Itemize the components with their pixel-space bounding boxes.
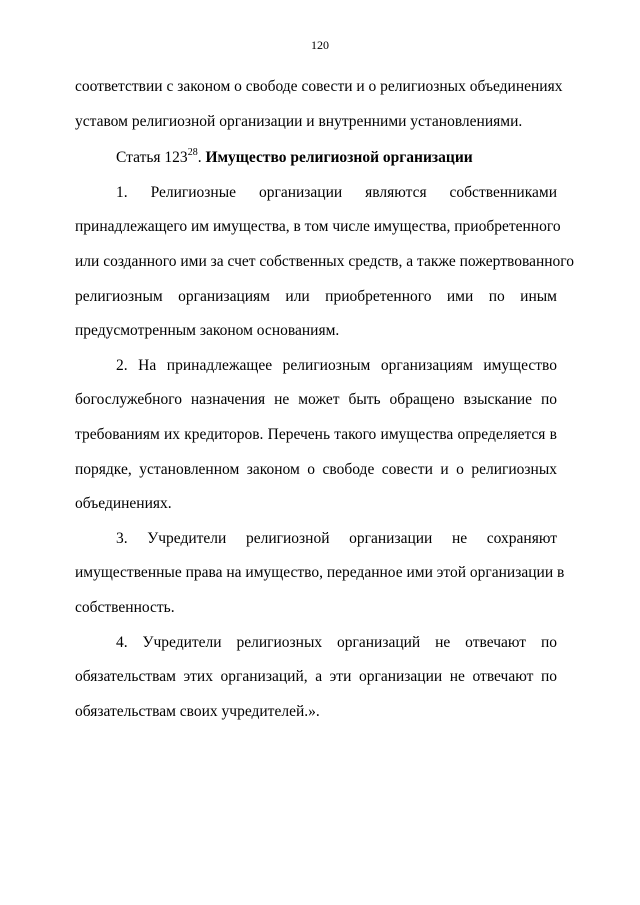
article-heading (75, 141, 557, 176)
article-superscript: 28 (187, 147, 198, 159)
paragraph-line: 4. Учредители религиозных организаций не отвечают по (116, 633, 557, 651)
article-separator: . (197, 149, 202, 167)
paragraph-line: 3. Учредители религиозной организации не сохраняют (116, 529, 557, 547)
paragraph-2 (75, 349, 557, 522)
paragraph-line: религиозным организациям или приобретенного ими по иным (75, 287, 557, 305)
paragraph-1 (75, 176, 575, 349)
paragraph-line: требованиям их кредиторов. Перечень такого имущества определяется в (75, 425, 557, 443)
paragraph-line: 1. Религиозные организации являются собственниками (116, 183, 557, 201)
paragraph-line: обязательствам этих организаций, а эти организации не отвечают по (75, 668, 557, 686)
article-title: Имущество религиозной организации (205, 149, 473, 167)
paragraph-line: принадлежащего им имущества, в том числе имущества, приобретенного (75, 218, 561, 236)
paragraph-line: порядке, установленном законом о свободе совести и о религиозных (75, 460, 557, 478)
article-prefix: Статья 123 (116, 149, 188, 167)
document-body (75, 70, 575, 729)
page-number: 120 (311, 38, 329, 52)
paragraph-line: собственность. (75, 598, 175, 616)
intro-line: уставом религиозной организации и внутренними установлениями. (75, 112, 523, 130)
paragraph-line: имущественные права на имущество, переданное ими этой организации в (75, 564, 565, 582)
paragraph-line: богослужебного назначения не может быть обращено взыскание по (75, 391, 557, 409)
paragraph-3 (75, 522, 565, 626)
paragraph-line: объединениях. (75, 495, 172, 513)
paragraph-4 (75, 626, 557, 730)
intro-line: соответствии с законом о свободе совести и о религиозных объединениях (75, 78, 563, 95)
paragraph-line: обязательствам своих учредителей.». (75, 702, 320, 720)
paragraph-line: 2. На принадлежащее религиозным организациям имущество (116, 356, 557, 374)
paragraph-line: или созданного ими за счет собственных средств, а также пожертвованного (75, 252, 575, 270)
paragraph-line: предусмотренным законом основаниям. (75, 322, 340, 340)
